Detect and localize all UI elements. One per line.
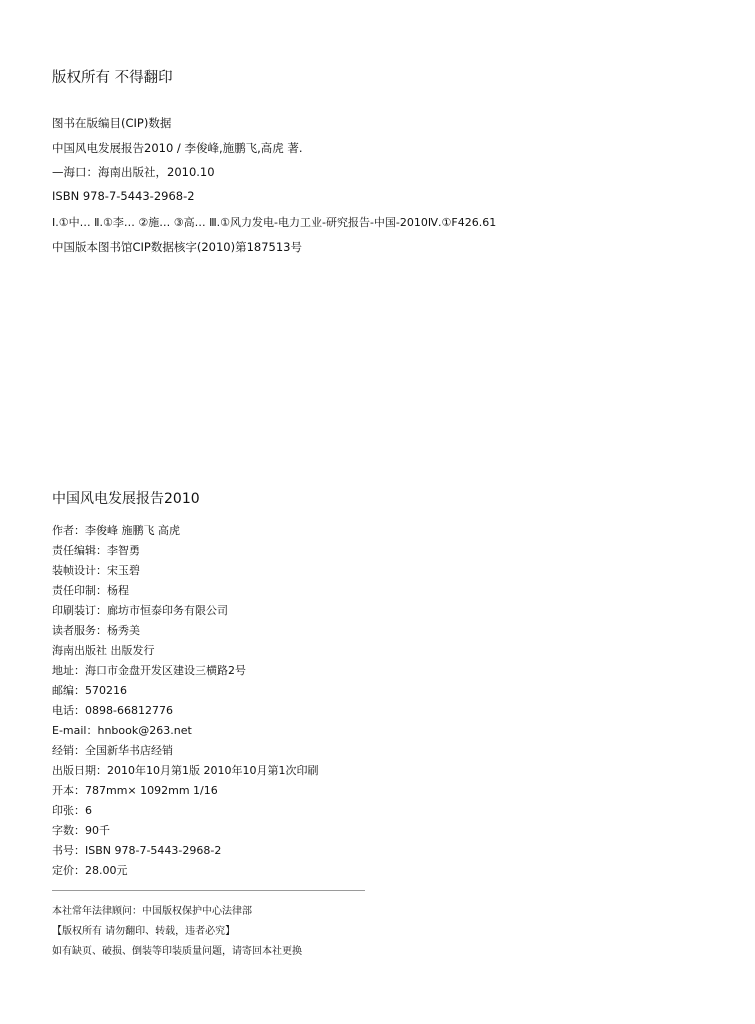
copyright-notice: 版权所有 不得翻印	[52, 70, 173, 86]
info-distribution: 经销：全国新华书店经销	[52, 744, 173, 757]
info-print-manager: 责任印制：杨程	[52, 584, 129, 597]
info-reader-service: 读者服务：杨秀美	[52, 624, 140, 637]
info-publisher: 海南出版社 出版发行	[52, 644, 155, 657]
footer-replacement-notice: 如有缺页、破损、倒装等印装质量问题，请寄回本社更换	[52, 946, 302, 957]
info-design: 装帧设计：宋玉碧	[52, 564, 140, 577]
cip-publisher-line: —海口：海南出版社，2010.10	[52, 165, 215, 179]
info-printer: 印刷装订：廊坊市恒泰印务有限公司	[52, 604, 228, 617]
info-author: 作者：李俊峰 施鹏飞 高虎	[52, 524, 180, 537]
info-email: E-mail：hnbook@263.net	[52, 724, 192, 737]
cip-title-line: 中国风电发展报告2010 / 李俊峰,施鹏飞,高虎 著.	[52, 141, 303, 155]
info-price: 定价：28.00元	[52, 864, 128, 877]
info-word-count: 字数：90千	[52, 824, 110, 837]
cip-heading: 图书在版编目(CIP)数据	[52, 116, 172, 130]
info-isbn: 书号：ISBN 978-7-5443-2968-2	[52, 844, 222, 857]
cip-isbn-line: ISBN 978-7-5443-2968-2	[52, 189, 195, 203]
info-editor: 责任编辑：李智勇	[52, 544, 140, 557]
info-postcode: 邮编：570216	[52, 684, 127, 697]
info-sheets: 印张：6	[52, 804, 92, 817]
book-title: 中国风电发展报告2010	[52, 491, 200, 507]
cip-number-line: 中国版本图书馆CIP数据核字(2010)第187513号	[52, 240, 302, 254]
cip-classification-line: Ⅰ.①中… Ⅱ.①李… ②施… ③高… Ⅲ.①风力发电-电力工业-研究报告-中国-2010Ⅳ.①F426.61	[52, 216, 497, 229]
footer-legal-counsel: 本社常年法律顾问：中国版权保护中心法律部	[52, 906, 252, 917]
info-address: 地址：海口市金盘开发区建设三横路2号	[52, 664, 246, 677]
footer-rights-notice: 【版权所有 请勿翻印、转载，违者必究】	[52, 926, 236, 937]
divider-line	[52, 890, 365, 891]
info-publish-date: 出版日期：2010年10月第1版 2010年10月第1次印刷	[52, 764, 319, 777]
info-phone: 电话：0898-66812776	[52, 704, 173, 717]
info-format: 开本：787mm× 1092mm 1/16	[52, 784, 218, 797]
